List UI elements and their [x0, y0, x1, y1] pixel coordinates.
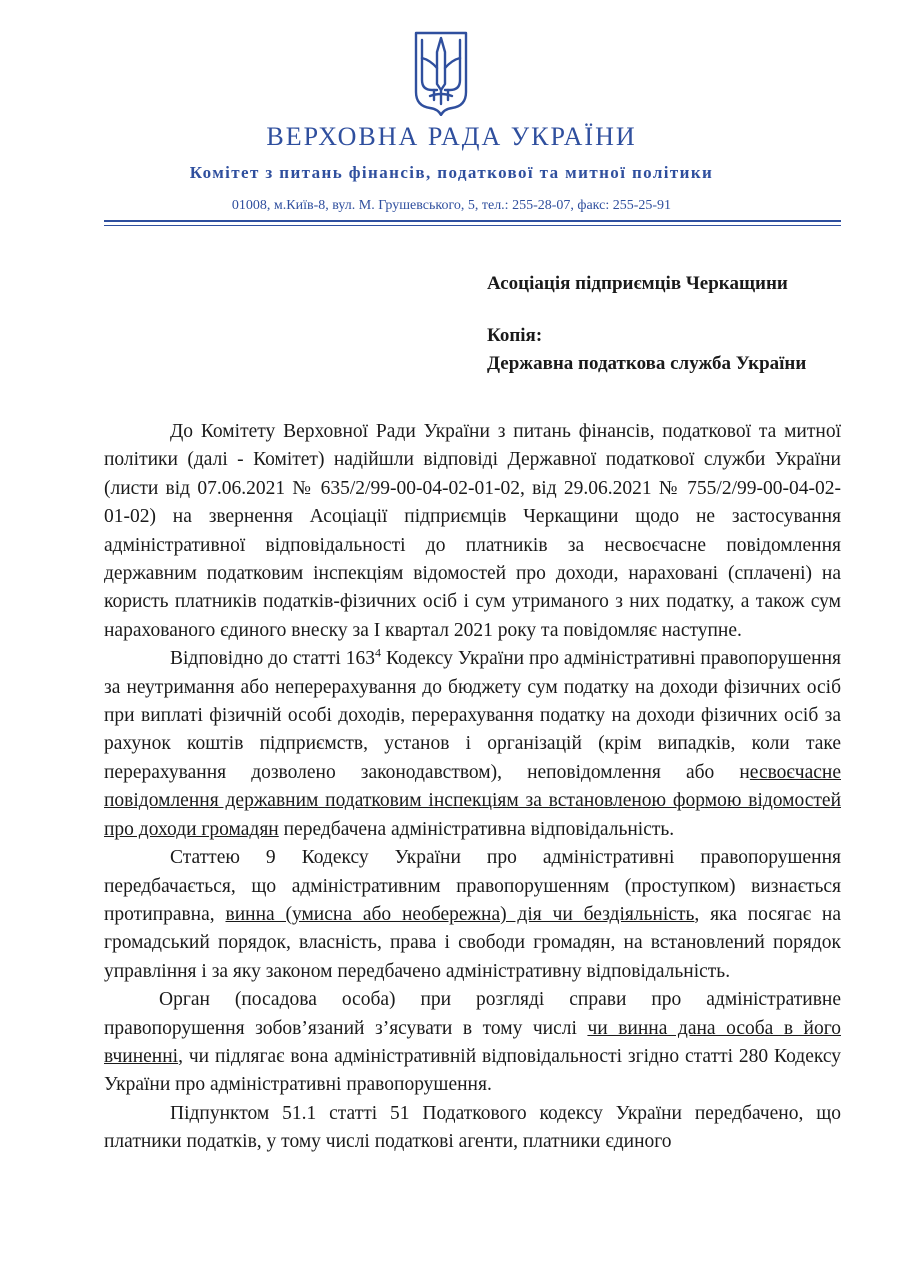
- text-span: Орган (посадова особа) при розгляді справи про адміністративне правопорушення зобов’язаний з’ясувати в тому числі: [104, 989, 841, 1039]
- text-span: Статтею 9 Кодексу України про адміністративні правопорушення передбачається, що адміністративним правопорушенням (проступком) визнається протиправна,: [104, 847, 841, 925]
- article-superscript: 4: [375, 645, 382, 660]
- paragraph-1: До Комітету Верховної Ради України з питань фінансів, податкової та митної політики (далі - Комітет) надійшли відповіді Державної податкової служби України (листи від 07.06.2021 № 635/2/99-00-04-02-01-02, від 29.06.2021 № 755/2/99-00-04-02-01-02) на звернення Асоціації підприємців Черкащини щодо не застосування адміністративної відповідальності до платників за несвоєчасне повідомлення державним податковим інспекціям відомостей про доходи, нараховані (сплачені) на користь платників податків-фізичних осіб і сум утриманого з них податку, а також сум нарахованого єдиного внеску за I квартал 2021 року та повідомляє наступне.: [104, 421, 841, 641]
- paragraph-3: [104, 844, 841, 986]
- underlined-text: винна (умисна або необережна) дія чи бездіяльність: [225, 903, 695, 925]
- underlined-text: есвоєчасне повідомлення державним податковим інспекціям за встановленою формою відомостей про доходи громадян: [104, 761, 841, 840]
- letterhead-divider-thin: [104, 225, 841, 226]
- paragraph-2: [104, 645, 841, 844]
- text-span: Відповідно до статті 163: [170, 648, 376, 670]
- underlined-text: чи винна дана особа в його вчиненні: [104, 1017, 841, 1067]
- copy-organization: Державна податкова служба України: [487, 353, 807, 374]
- recipient: Асоціація підприємців Черкащини: [487, 273, 788, 294]
- letterhead-divider: [104, 220, 841, 222]
- tryzub-emblem-icon: [412, 30, 470, 116]
- committee-address: 01008, м.Київ-8, вул. М. Грушевського, 5, тел.: 255-28-07, факс: 255-25-91: [231, 198, 672, 213]
- text-span: , яка посягає на громадський порядок, власність, права і свободи громадян, на встановлений порядок управління і за яку законом передбачено адміністративну відповідальність.: [104, 903, 841, 982]
- paragraph-5: Підпунктом 51.1 статті 51 Податкового кодексу України передбачено, що платники податків, у тому числі податкові агенти, платники єдиного: [104, 1102, 841, 1153]
- text-span: , чи підлягає вона адміністративній відповідальності згідно статті 280 Кодексу України про адміністративні правопорушення.: [104, 1045, 841, 1096]
- paragraph-4: [104, 986, 841, 1100]
- copy-label: Копія:: [487, 325, 543, 346]
- text-span: передбачена адміністративна відповідальність.: [278, 818, 675, 840]
- parliament-title: ВЕРХОВНА РАДА УКРАЇНИ: [266, 122, 637, 151]
- copy-block: [487, 322, 841, 378]
- text-span: Кодексу України про адміністративні правопорушення за неутримання або неперерахування до бюджету сум податку на доходи фізичних осіб при виплаті фізичній особі доходів, перерахування податку на доходи фізичних осіб за рахунок коштів підприємств, установ і організацій (крім випадків, коли таке перерахування дозволено законодавством), неповідомлення або н: [104, 648, 841, 783]
- committee-name: Комітет з питань фінансів, податкової та митної політики: [189, 163, 714, 182]
- letter-body: [104, 418, 841, 1157]
